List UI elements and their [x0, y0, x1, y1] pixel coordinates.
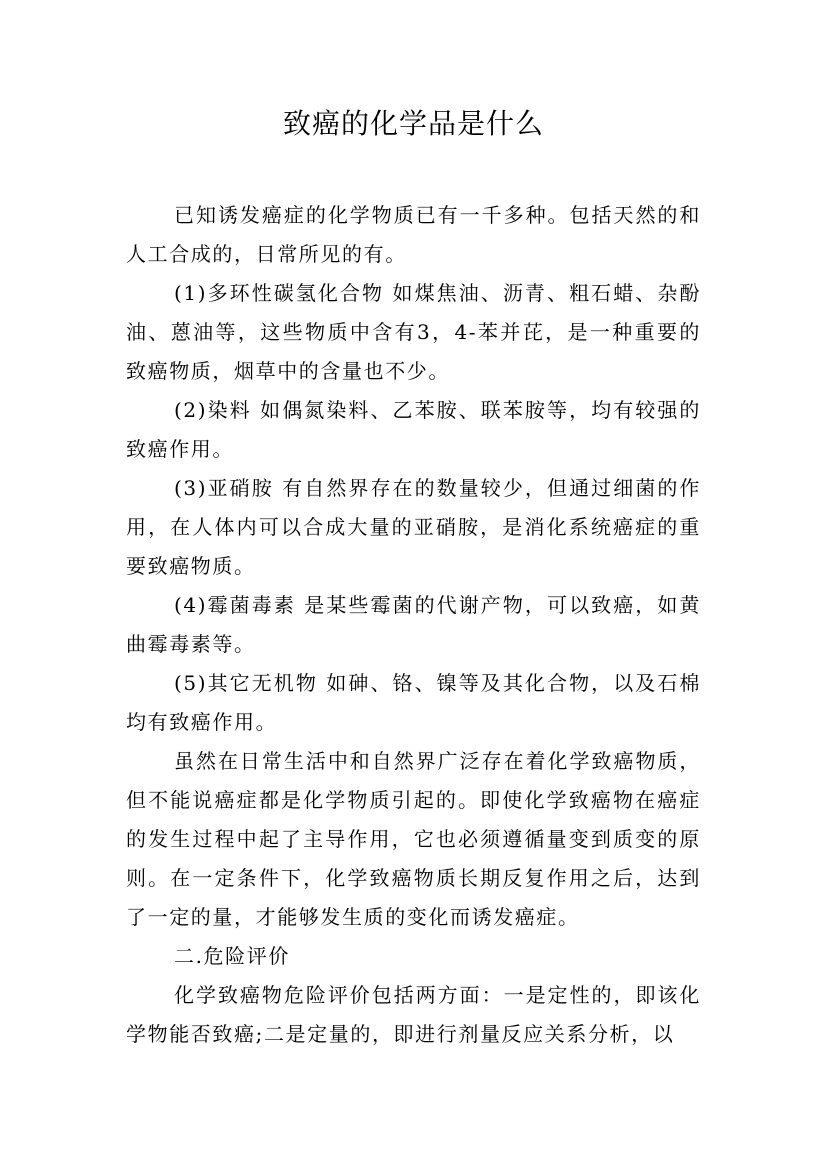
list-item-polycyclic-hydrocarbons: (1)多环性碳氢化合物 如煤焦油、沥青、粗石蜡、杂酚油、蒽油等，这些物质中含有3，4-苯并芘，是一种重要的致癌物质，烟草中的含量也不少。: [126, 281, 701, 383]
document-body: [126, 196, 701, 1054]
list-item-nitrosamines: (3)亚硝胺 有自然界存在的数量较少，但通过细菌的作用，在人体内可以合成大量的亚硝胺，是消化系统癌症的重要致癌物质。: [126, 476, 701, 578]
list-item-mycotoxins: (4)霉菌毒素 是某些霉菌的代谢产物，可以致癌，如黄曲霉毒素等。: [126, 593, 701, 656]
discussion-paragraph: 虽然在日常生活中和自然界广泛存在着化学致癌物质，但不能说癌症都是化学物质引起的。即使化学致癌物在癌症的发生过程中起了主导作用，它也必须遵循量变到质变的原则。在一定条件下，化学致癌物质长期反复作用之后，达到了一定的量，才能够发生质的变化而诱发癌症。: [126, 749, 701, 929]
document-title: 致癌的化学品是什么: [282, 107, 544, 140]
list-item-dyes: (2)染料 如偶氮染料、乙苯胺、联苯胺等，均有较强的致癌作用。: [126, 398, 701, 461]
intro-paragraph: 已知诱发癌症的化学物质已有一千多种。包括天然的和人工合成的，日常所见的有。: [126, 203, 701, 266]
list-item-inorganics: (5)其它无机物 如砷、铬、镍等及其化合物，以及石棉均有致癌作用。: [126, 671, 701, 734]
section-heading-risk-assessment: 二.危险评价: [174, 944, 290, 968]
risk-assessment-paragraph: 化学致癌物危险评价包括两方面：一是定性的，即该化学物能否致癌;二是定量的，即进行剂量反应关系分析，以: [126, 983, 701, 1046]
